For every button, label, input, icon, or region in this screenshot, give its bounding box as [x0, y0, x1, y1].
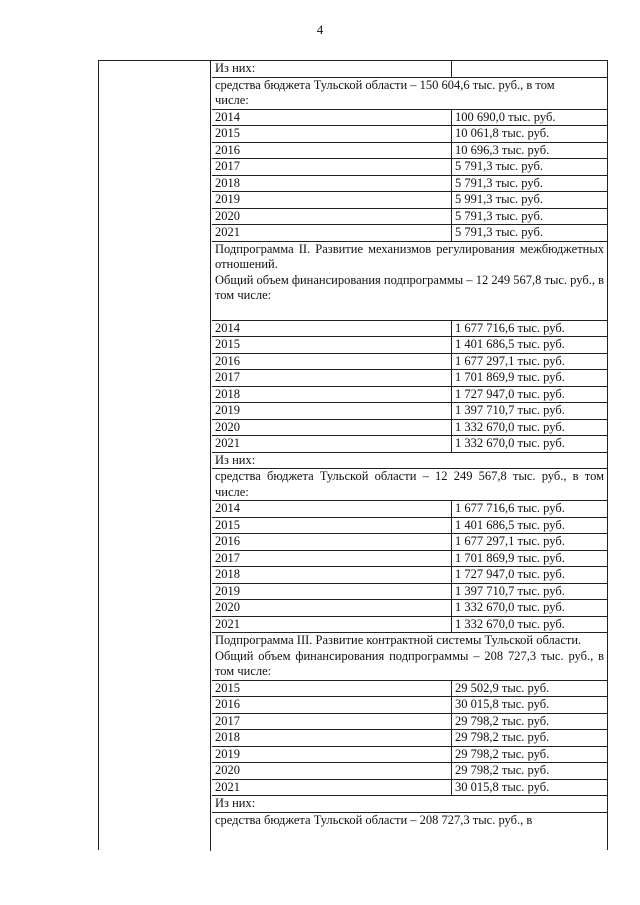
- year-cell: 2020: [212, 209, 452, 225]
- year-cell: 2021: [212, 436, 452, 452]
- year-cell: 2016: [212, 534, 452, 550]
- table-row: [212, 501, 607, 518]
- text-line: средства бюджета Тульской области – 150 604,6 тыс. руб., в том: [215, 77, 555, 92]
- text-line: Подпрограмма III. Развитие контрактной системы Тульской области.: [215, 633, 582, 647]
- year-cell: 2017: [212, 159, 452, 175]
- amount-cell: 1 701 869,9 тыс. руб.: [455, 550, 565, 565]
- year-cell: 2014: [212, 110, 452, 126]
- text-block: [212, 469, 607, 501]
- year-cell: 2015: [212, 518, 452, 534]
- year-cell: 2020: [212, 763, 452, 779]
- financing-table: [98, 60, 608, 850]
- text-block: [212, 633, 607, 681]
- table-row: [212, 403, 607, 420]
- table-row: [212, 126, 607, 143]
- year-cell: 2018: [212, 387, 452, 403]
- table-row: [212, 370, 607, 387]
- year-cell: 2014: [212, 321, 452, 337]
- amount-cell: 1 677 297,1 тыс. руб.: [455, 534, 565, 548]
- table-row: [212, 567, 607, 584]
- table-row: [212, 780, 607, 797]
- year-cell: 2017: [212, 370, 452, 386]
- table-row: [212, 159, 607, 176]
- text-line: числе:: [215, 93, 249, 107]
- year-cell: 2019: [212, 584, 452, 600]
- table-row: [212, 192, 607, 209]
- amount-cell: 29 798,2 тыс. руб.: [455, 730, 550, 744]
- year-cell: 2016: [212, 143, 452, 159]
- amount-cell: 29 798,2 тыс. руб.: [455, 713, 550, 728]
- year-cell: 2020: [212, 420, 452, 436]
- year-cell: 2019: [212, 192, 452, 208]
- text-block: [212, 796, 607, 813]
- year-cell: 2015: [212, 126, 452, 142]
- amount-cell: 29 502,9 тыс. руб.: [455, 680, 550, 695]
- amount-cell: 10 061,8 тыс. руб.: [455, 126, 550, 140]
- text-line: Из них:: [212, 61, 452, 77]
- year-cell: 2018: [212, 176, 452, 192]
- text-line: Подпрограмма II. Развитие механизмов регулирования межбюджетных отношений.: [215, 241, 604, 271]
- year-cell: 2018: [212, 567, 452, 583]
- amount-cell: 1 332 670,0 тыс. руб.: [455, 600, 565, 614]
- table-row: [212, 176, 607, 193]
- text-block: [212, 61, 607, 78]
- table-row: [212, 600, 607, 617]
- page-number: 4: [316, 22, 324, 37]
- year-cell: 2020: [212, 600, 452, 616]
- table-row: [212, 534, 607, 551]
- table-row: [212, 436, 607, 453]
- amount-cell: 5 791,3 тыс. руб.: [455, 208, 543, 223]
- table-row: [212, 354, 607, 371]
- amount-cell: 5 991,3 тыс. руб.: [455, 192, 543, 206]
- amount-cell: 1 332 670,0 тыс. руб.: [455, 436, 565, 450]
- year-cell: 2021: [212, 225, 452, 241]
- text-block: [212, 78, 607, 110]
- table-row: [212, 518, 607, 535]
- text-line: Из них:: [215, 452, 256, 467]
- text-line: средства бюджета Тульской области – 208 727,3 тыс. руб., в: [215, 812, 533, 827]
- year-cell: 2016: [212, 354, 452, 370]
- table-row: [212, 110, 607, 127]
- text-line: Из них:: [215, 796, 256, 810]
- year-cell: 2021: [212, 780, 452, 796]
- year-cell: 2015: [212, 337, 452, 353]
- amount-cell: 29 798,2 тыс. руб.: [455, 746, 550, 761]
- text-block: [212, 453, 607, 470]
- amount-cell: 100 690,0 тыс. руб.: [455, 109, 556, 124]
- amount-cell: 1 727 947,0 тыс. руб.: [455, 567, 565, 581]
- amount-cell: 30 015,8 тыс. руб.: [455, 697, 550, 711]
- year-cell: 2017: [212, 551, 452, 567]
- text-block: [212, 242, 607, 321]
- table-row: [212, 681, 607, 698]
- amount-cell: 5 791,3 тыс. руб.: [455, 225, 543, 239]
- table-row: [212, 387, 607, 404]
- amount-cell: 10 696,3 тыс. руб.: [455, 142, 550, 157]
- amount-cell: 1 677 716,6 тыс. руб.: [455, 501, 565, 515]
- text-line: Общий объем финансирования подпрограммы – 12 249 567,8 тыс. руб., в том числе:: [215, 272, 604, 302]
- year-cell: 2016: [212, 697, 452, 713]
- table-row: [212, 697, 607, 714]
- table-row: [212, 617, 607, 634]
- table-row: [212, 714, 607, 731]
- text-line: средства бюджета Тульской области – 12 249 567,8 тыс. руб., в том числе:: [215, 469, 604, 499]
- amount-cell: 5 791,3 тыс. руб.: [455, 159, 543, 173]
- year-cell: 2014: [212, 501, 452, 517]
- text-line: Общий объем финансирования подпрограммы – 208 727,3 тыс. руб., в том числе:: [215, 648, 604, 678]
- year-cell: 2015: [212, 681, 452, 697]
- year-cell: 2019: [212, 403, 452, 419]
- table-content-column: [212, 61, 607, 851]
- year-cell: 2017: [212, 714, 452, 730]
- amount-cell: 1 727 947,0 тыс. руб.: [455, 386, 565, 401]
- table-row: [212, 321, 607, 338]
- table-row: [212, 337, 607, 354]
- table-row: [212, 730, 607, 747]
- amount-cell: 1 677 716,6 тыс. руб.: [455, 320, 565, 335]
- table-row: [212, 209, 607, 226]
- amount-cell: 5 791,3 тыс. руб.: [455, 175, 543, 190]
- table-row: [212, 420, 607, 437]
- amount-cell: 1 332 670,0 тыс. руб.: [455, 419, 565, 434]
- amount-cell: 1 397 710,7 тыс. руб.: [455, 403, 565, 417]
- amount-cell: 1 401 686,5 тыс. руб.: [455, 337, 565, 351]
- table-left-column: [99, 61, 211, 851]
- amount-cell: 1 397 710,7 тыс. руб.: [455, 583, 565, 598]
- table-row: [212, 551, 607, 568]
- amount-cell: 1 401 686,5 тыс. руб.: [455, 517, 565, 532]
- table-row: [212, 584, 607, 601]
- amount-cell: 29 798,2 тыс. руб.: [455, 763, 550, 777]
- table-row: [212, 143, 607, 160]
- amount-cell: 1 701 869,9 тыс. руб.: [455, 370, 565, 384]
- amount-cell: 1 677 297,1 тыс. руб.: [455, 353, 565, 368]
- year-cell: 2018: [212, 730, 452, 746]
- table-row: [212, 225, 607, 242]
- text-block: [212, 813, 607, 829]
- amount-cell: 1 332 670,0 тыс. руб.: [455, 616, 565, 631]
- table-row: [212, 747, 607, 764]
- table-row: [212, 763, 607, 780]
- year-cell: 2019: [212, 747, 452, 763]
- amount-cell: 30 015,8 тыс. руб.: [455, 779, 550, 794]
- year-cell: 2021: [212, 617, 452, 633]
